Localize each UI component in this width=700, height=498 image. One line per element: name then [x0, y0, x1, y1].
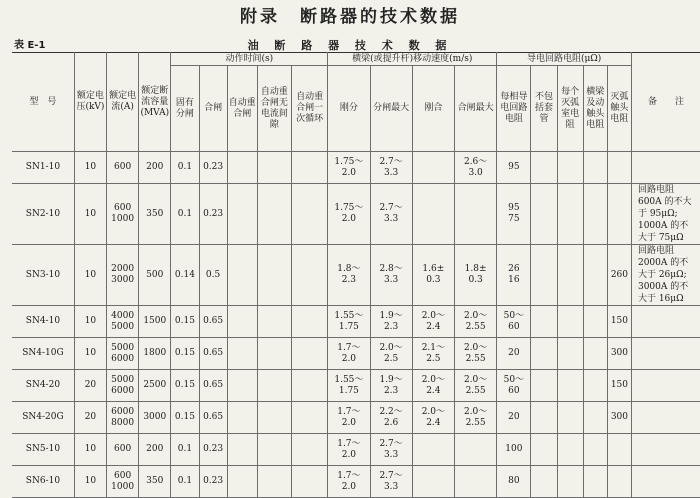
- cell-auto-reclose-no-current: [257, 434, 291, 466]
- header-just-close: 刚合: [412, 66, 454, 152]
- cell-auto-reclose-cycle: [292, 402, 328, 434]
- cell-beam-contact: [583, 466, 607, 498]
- cell-current: 6000 8000: [107, 402, 139, 434]
- cell-per-phase-resistance: 50～ 60: [497, 370, 531, 402]
- cell-close-max: [454, 466, 496, 498]
- cell-auto-reclose: [227, 434, 257, 466]
- cell-auto-reclose-cycle: [292, 434, 328, 466]
- cell-inherent-open: 0.1: [171, 434, 199, 466]
- cell-current: 600 1000: [107, 184, 139, 245]
- table-row: [12, 402, 700, 434]
- header-beam-contact: 横梁及动触头电阻: [583, 66, 607, 152]
- cell-close: 0.65: [199, 338, 227, 370]
- cell-model: SN3-10: [12, 245, 74, 306]
- cell-auto-reclose: [227, 152, 257, 184]
- cell-open-max: 2.7～ 3.3: [370, 434, 412, 466]
- cell-auto-reclose: [227, 466, 257, 498]
- cell-close-max: 2.0～ 2.55: [454, 402, 496, 434]
- cell-arc-contact: 150: [607, 306, 631, 338]
- cell-open-max: 2.0～ 2.5: [370, 338, 412, 370]
- cell-inherent-open: 0.15: [171, 338, 199, 370]
- header-just-open: 刚分: [328, 66, 370, 152]
- cell-remarks: [631, 434, 700, 466]
- cell-current: 600: [107, 434, 139, 466]
- cell-just-open: 1.75～ 2.0: [328, 152, 370, 184]
- cell-close-max: 2.6～ 3.0: [454, 152, 496, 184]
- cell-voltage: 10: [74, 245, 106, 306]
- cell-arc-chamber: [557, 245, 583, 306]
- cell-auto-reclose-cycle: [292, 152, 328, 184]
- table-row: [12, 338, 700, 370]
- cell-open-max: 1.9～ 2.3: [370, 370, 412, 402]
- cell-auto-reclose-cycle: [292, 466, 328, 498]
- cell-close-max: 2.0～ 2.55: [454, 338, 496, 370]
- cell-close: 0.5: [199, 245, 227, 306]
- header-auto-reclose-no-current: 自动重合闸无电流间隙: [257, 66, 291, 152]
- cell-just-open: 1.8～ 2.3: [328, 245, 370, 306]
- cell-inherent-open: 0.14: [171, 245, 199, 306]
- cell-auto-reclose: [227, 306, 257, 338]
- header-auto-reclose: 自动重合闸: [227, 66, 257, 152]
- cell-inherent-open: 0.15: [171, 370, 199, 402]
- table-row: [12, 434, 700, 466]
- cell-arc-chamber: [557, 152, 583, 184]
- cell-capacity: 1500: [139, 306, 171, 338]
- cell-model: SN4-10: [12, 306, 74, 338]
- cell-voltage: 10: [74, 306, 106, 338]
- cell-just-close: 2.0～ 2.4: [412, 402, 454, 434]
- cell-auto-reclose: [227, 338, 257, 370]
- cell-remarks: [631, 338, 700, 370]
- cell-remarks: 回路电阻 2000A 的不大于 26μΩ; 3000A 的不大于 16μΩ: [631, 245, 700, 306]
- cell-beam-contact: [583, 338, 607, 370]
- header-arc-chamber: 每个灭弧室电阻: [557, 66, 583, 152]
- cell-capacity: 200: [139, 152, 171, 184]
- header-arc-contact: 灭弧触头电阻: [607, 66, 631, 152]
- cell-voltage: 10: [74, 466, 106, 498]
- cell-just-close: 2.0～ 2.4: [412, 370, 454, 402]
- table-row: [12, 245, 700, 306]
- cell-close-max: 1.8± 0.3: [454, 245, 496, 306]
- cell-close: 0.65: [199, 306, 227, 338]
- cell-per-phase-resistance: 20: [497, 402, 531, 434]
- cell-inherent-open: 0.1: [171, 184, 199, 245]
- cell-per-phase-resistance: 95 75: [497, 184, 531, 245]
- cell-open-max: 2.8～ 3.3: [370, 245, 412, 306]
- cell-per-phase-resistance: 26 16: [497, 245, 531, 306]
- header-row-groups: [12, 53, 700, 66]
- cell-model: SN4-10G: [12, 338, 74, 370]
- table-row: [12, 370, 700, 402]
- cell-auto-reclose-cycle: [292, 370, 328, 402]
- cell-per-phase-resistance: 50～ 60: [497, 306, 531, 338]
- header-open-max: 分闸最大: [370, 66, 412, 152]
- cell-just-close: 2.1～ 2.5: [412, 338, 454, 370]
- header-voltage: 额定电压(kV): [74, 53, 106, 152]
- header-capacity: 额定断流容量(MVA): [139, 53, 171, 152]
- cell-just-open: 1.7～ 2.0: [328, 434, 370, 466]
- cell-beam-contact: [583, 402, 607, 434]
- cell-capacity: 1800: [139, 338, 171, 370]
- cell-close: 0.23: [199, 184, 227, 245]
- cell-inherent-open: 0.15: [171, 402, 199, 434]
- cell-close: 0.23: [199, 466, 227, 498]
- cell-arc-contact: [607, 466, 631, 498]
- cell-inherent-open: 0.15: [171, 306, 199, 338]
- header-close-max: 合闸最大: [454, 66, 496, 152]
- cell-auto-reclose-no-current: [257, 466, 291, 498]
- cell-auto-reclose-no-current: [257, 370, 291, 402]
- header-excl-bushing: 不包括套管: [531, 66, 557, 152]
- cell-capacity: 350: [139, 466, 171, 498]
- cell-just-close: [412, 152, 454, 184]
- cell-just-close: 2.0～ 2.4: [412, 306, 454, 338]
- cell-remarks: [631, 152, 700, 184]
- cell-auto-reclose: [227, 184, 257, 245]
- cell-beam-contact: [583, 434, 607, 466]
- cell-remarks: [631, 466, 700, 498]
- cell-open-max: 2.7～ 3.3: [370, 184, 412, 245]
- cell-arc-chamber: [557, 434, 583, 466]
- cell-arc-chamber: [557, 370, 583, 402]
- cell-excl-bushing: [531, 245, 557, 306]
- cell-capacity: 2500: [139, 370, 171, 402]
- cell-remarks: [631, 370, 700, 402]
- cell-just-open: 1.75～ 2.0: [328, 184, 370, 245]
- cell-just-close: [412, 184, 454, 245]
- cell-auto-reclose: [227, 370, 257, 402]
- cell-open-max: 2.2～ 2.6: [370, 402, 412, 434]
- cell-close: 0.23: [199, 152, 227, 184]
- cell-close-max: 2.0～ 2.55: [454, 306, 496, 338]
- cell-arc-chamber: [557, 402, 583, 434]
- cell-beam-contact: [583, 306, 607, 338]
- cell-beam-contact: [583, 245, 607, 306]
- cell-voltage: 20: [74, 402, 106, 434]
- cell-auto-reclose-no-current: [257, 402, 291, 434]
- cell-just-open: 1.7～ 2.0: [328, 402, 370, 434]
- table-row: [12, 466, 700, 498]
- cell-auto-reclose-no-current: [257, 306, 291, 338]
- cell-auto-reclose-cycle: [292, 184, 328, 245]
- cell-arc-chamber: [557, 184, 583, 245]
- page-title: 附录 断路器的技术数据: [240, 7, 460, 27]
- cell-current: 4000 5000: [107, 306, 139, 338]
- cell-close-max: [454, 434, 496, 466]
- cell-open-max: 2.7～ 3.3: [370, 152, 412, 184]
- cell-close-max: [454, 184, 496, 245]
- cell-beam-contact: [583, 184, 607, 245]
- cell-current: 600: [107, 152, 139, 184]
- cell-just-close: 1.6± 0.3: [412, 245, 454, 306]
- cell-current: 5000 6000: [107, 370, 139, 402]
- header-model: 型 号: [12, 53, 74, 152]
- group-action-time: 动作时间(s): [171, 53, 328, 66]
- cell-open-max: 1.9～ 2.3: [370, 306, 412, 338]
- table-row: [12, 184, 700, 245]
- cell-just-open: 1.55～ 1.75: [328, 370, 370, 402]
- cell-excl-bushing: [531, 338, 557, 370]
- cell-capacity: 3000: [139, 402, 171, 434]
- cell-just-close: [412, 466, 454, 498]
- cell-per-phase-resistance: 20: [497, 338, 531, 370]
- cell-close: 0.65: [199, 402, 227, 434]
- cell-per-phase-resistance: 80: [497, 466, 531, 498]
- cell-arc-contact: 260: [607, 245, 631, 306]
- cell-just-close: [412, 434, 454, 466]
- cell-model: SN5-10: [12, 434, 74, 466]
- cell-inherent-open: 0.1: [171, 466, 199, 498]
- cell-remarks: [631, 402, 700, 434]
- cell-beam-contact: [583, 370, 607, 402]
- cell-excl-bushing: [531, 402, 557, 434]
- table-row: [12, 306, 700, 338]
- cell-beam-contact: [583, 152, 607, 184]
- cell-remarks: [631, 306, 700, 338]
- cell-current: 5000 6000: [107, 338, 139, 370]
- table-title: 油 断 路 器 技 术 数 据: [247, 39, 453, 52]
- cell-per-phase-resistance: 95: [497, 152, 531, 184]
- cell-auto-reclose-no-current: [257, 152, 291, 184]
- cell-auto-reclose-no-current: [257, 245, 291, 306]
- cell-voltage: 10: [74, 152, 106, 184]
- cell-capacity: 500: [139, 245, 171, 306]
- cell-auto-reclose-no-current: [257, 338, 291, 370]
- cell-model: SN1-10: [12, 152, 74, 184]
- cell-auto-reclose-cycle: [292, 306, 328, 338]
- cell-just-open: 1.7～ 2.0: [328, 466, 370, 498]
- table-row: [12, 152, 700, 184]
- cell-arc-contact: 150: [607, 370, 631, 402]
- cell-current: 600 1000: [107, 466, 139, 498]
- cell-excl-bushing: [531, 370, 557, 402]
- cell-arc-chamber: [557, 338, 583, 370]
- cell-voltage: 10: [74, 184, 106, 245]
- cell-just-open: 1.7～ 2.0: [328, 338, 370, 370]
- header-current: 额定电流(A): [107, 53, 139, 152]
- cell-excl-bushing: [531, 466, 557, 498]
- header-remarks: 备 注: [631, 53, 700, 152]
- cell-arc-contact: [607, 434, 631, 466]
- cell-open-max: 2.7～ 3.3: [370, 466, 412, 498]
- cell-excl-bushing: [531, 306, 557, 338]
- header-auto-reclose-cycle: 自动重合闸一次循环: [292, 66, 328, 152]
- header-per-phase-resistance: 每相导电回路电阻: [497, 66, 531, 152]
- cell-model: SN6-10: [12, 466, 74, 498]
- cell-arc-chamber: [557, 466, 583, 498]
- cell-auto-reclose: [227, 402, 257, 434]
- group-speed: 横梁(或提升杆)移动速度(m/s): [328, 53, 497, 66]
- cell-auto-reclose-cycle: [292, 338, 328, 370]
- cell-arc-chamber: [557, 306, 583, 338]
- cell-arc-contact: 300: [607, 402, 631, 434]
- cell-model: SN2-10: [12, 184, 74, 245]
- cell-excl-bushing: [531, 184, 557, 245]
- table-id: 表 E-1: [14, 40, 46, 51]
- cell-auto-reclose: [227, 245, 257, 306]
- cell-current: 2000 3000: [107, 245, 139, 306]
- cell-close-max: 2.0～ 2.55: [454, 370, 496, 402]
- cell-model: SN4-20G: [12, 402, 74, 434]
- cell-voltage: 10: [74, 338, 106, 370]
- cell-just-open: 1.55～ 1.75: [328, 306, 370, 338]
- cell-close: 0.23: [199, 434, 227, 466]
- cell-capacity: 200: [139, 434, 171, 466]
- cell-arc-contact: [607, 152, 631, 184]
- cell-excl-bushing: [531, 152, 557, 184]
- header-close: 合闸: [199, 66, 227, 152]
- cell-voltage: 20: [74, 370, 106, 402]
- cell-arc-contact: [607, 184, 631, 245]
- cell-remarks: 回路电阻 600A 的不大于 95μΩ; 1000A 的不大于 75μΩ: [631, 184, 700, 245]
- cell-inherent-open: 0.1: [171, 152, 199, 184]
- cell-close: 0.65: [199, 370, 227, 402]
- cell-voltage: 10: [74, 434, 106, 466]
- cell-auto-reclose-cycle: [292, 245, 328, 306]
- table-body: [12, 152, 700, 498]
- breaker-data-table: [12, 52, 700, 498]
- header-inherent-open: 固有分闸: [171, 66, 199, 152]
- cell-arc-contact: 300: [607, 338, 631, 370]
- cell-model: SN4-20: [12, 370, 74, 402]
- cell-capacity: 350: [139, 184, 171, 245]
- cell-auto-reclose-no-current: [257, 184, 291, 245]
- group-resistance: 导电回路电阻(μΩ): [497, 53, 632, 66]
- cell-per-phase-resistance: 100: [497, 434, 531, 466]
- cell-excl-bushing: [531, 434, 557, 466]
